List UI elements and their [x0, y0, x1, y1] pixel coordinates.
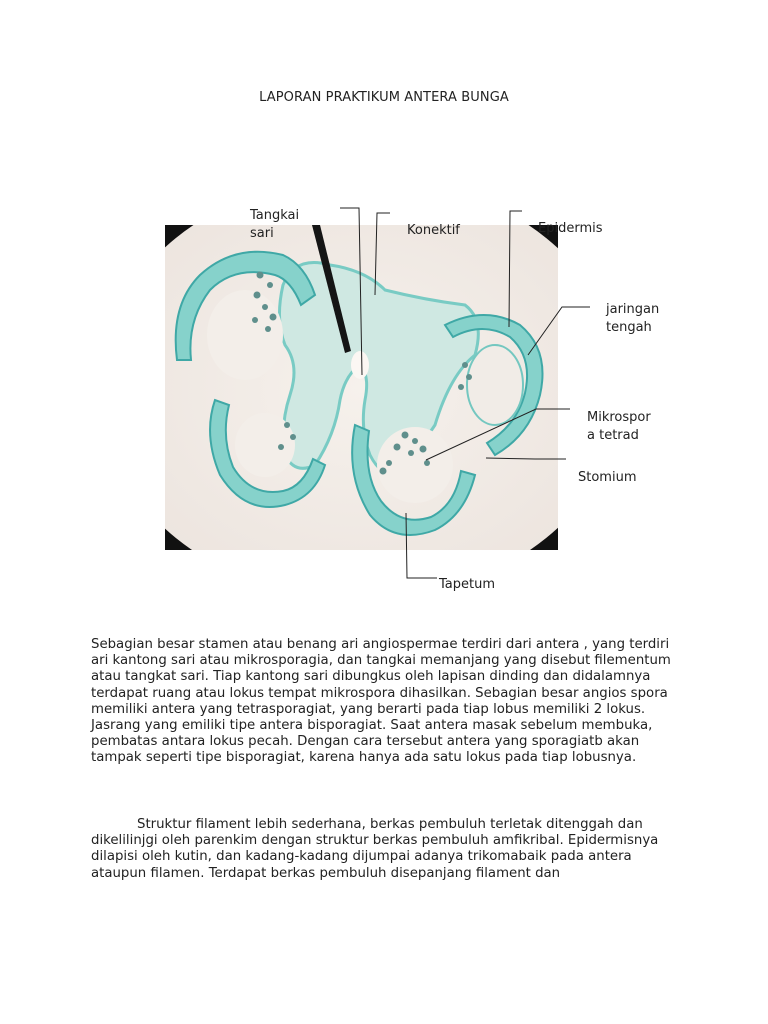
label-mikrospora-tetrad: Mikrospor a tetrad [587, 410, 651, 443]
label-konektif: Konektif [407, 223, 460, 238]
label-epidermis: Epidermis [538, 221, 603, 236]
page-title: LAPORAN PRAKTIKUM ANTERA BUNGA [259, 90, 509, 105]
label-jaringan-tengah: jaringan tengah [606, 302, 660, 335]
label-tangkai-sari: Tangkai sari [250, 208, 300, 241]
label-stomium: Stomium [578, 470, 637, 485]
paragraph-1: Sebagian besar stamen atau benang ari angiospermae terdiri dari antera , yang terdiri ari kantong sari atau mikrosporagia, dan tangkai memanjang yang disebut filementum atau tangkat sari. Tiap kantong sari dibungkus oleh lapisan dinding dan didalamnya terdapat ruang atau lokus tempat mikrospora dihasilkan. Sebagian besar angios spora memiliki antera yang tetrasporagiat, yang berarti pada tiap lobus memiliki 2 lokus. Jasrang yang emiliki tipe antera bisporagiat. Saat antera masak sebelum membuka, pembatas antara lokus pecah. Dengan cara tersebut antera yang sporagiatb akan tampak seperti tipe bisporagiat, karena hanya ada satu lokus pada tiap lobusnya. [91, 637, 671, 766]
micrograph-image [165, 225, 558, 550]
anther-figure [0, 195, 768, 605]
paragraph-2: Struktur filament lebih sederhana, berkas pembuluh terletak ditenggah dan dikelilinjgi oleh parenkim dengan struktur berkas pembuluh amfikribal. Epidermisnya dilapisi oleh kutin, dan kadang-kadang dijumpai adanya trikomabaik pada antera ataupun filamen. Terdapat berkas pembuluh disepanjang filament dan [91, 817, 659, 881]
label-tapetum: Tapetum [439, 577, 496, 592]
